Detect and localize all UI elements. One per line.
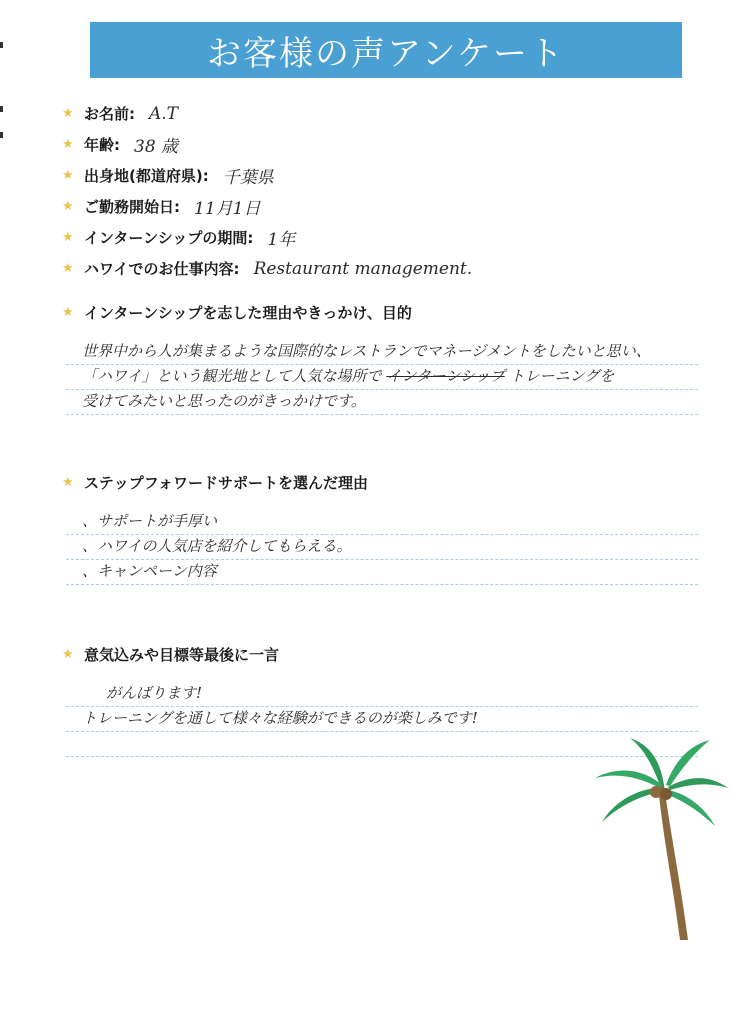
star-icon: ★ xyxy=(62,474,74,490)
palm-trunk xyxy=(658,785,688,940)
profile-label: ハワイでのお仕事内容: xyxy=(84,260,240,278)
profile-value: 38 歳 xyxy=(134,137,179,157)
star-icon: ★ xyxy=(62,646,74,662)
coconut xyxy=(650,786,662,798)
profile-value: 1年 xyxy=(267,230,296,250)
scan-edge-mark xyxy=(0,132,3,138)
palm-leaf xyxy=(668,778,728,790)
coconut xyxy=(660,788,672,800)
section-heading xyxy=(62,298,702,326)
palm-tree-illustration xyxy=(590,730,730,945)
star-icon: ★ xyxy=(62,230,74,245)
profile-label: 出身地(都道府県): xyxy=(84,167,209,185)
scan-edge-mark xyxy=(0,42,3,48)
section-heading xyxy=(62,640,702,668)
answer-line xyxy=(66,365,698,390)
star-icon: ★ xyxy=(62,304,74,320)
struck-text: インターンシップ xyxy=(386,367,505,385)
profile-value: 11月1日 xyxy=(194,199,261,219)
star-icon: ★ xyxy=(62,199,74,214)
profile-row-job xyxy=(62,253,682,284)
profile-label: ご勤務開始日: xyxy=(84,198,180,216)
star-icon: ★ xyxy=(62,168,74,183)
section-why-stepforward xyxy=(62,468,702,585)
profile-value: A.T xyxy=(149,103,179,124)
profile-row-age xyxy=(62,129,682,160)
answer-line: がんばります! xyxy=(66,682,698,707)
section-heading-text: インターンシップを志した理由やきっかけ、目的 xyxy=(84,303,412,322)
profile-row-name xyxy=(62,98,682,129)
section-heading-text: 意気込みや目標等最後に一言 xyxy=(84,645,280,664)
section-heading-text: ステップフォワードサポートを選んだ理由 xyxy=(84,473,368,492)
profile-row-start-date xyxy=(62,191,682,222)
answer-lines xyxy=(66,340,698,415)
answer-text: 「ハワイ」という観光地として人気な場所で xyxy=(82,367,382,385)
palm-leaf xyxy=(666,790,715,826)
profile-label: お名前: xyxy=(84,105,135,123)
answer-line: 、ハワイの人気店を紹介してもらえる。 xyxy=(66,535,698,560)
star-icon: ★ xyxy=(62,106,74,121)
answer-line: トレーニングを通して様々な経験ができるのが楽しみです! xyxy=(66,707,698,732)
profile-list xyxy=(62,98,682,284)
profile-value: Restaurant management. xyxy=(253,258,473,279)
profile-label: 年齢: xyxy=(84,136,120,154)
scan-edge-mark xyxy=(0,106,3,112)
profile-label: インターンシップの期間: xyxy=(84,229,254,247)
answer-line: 、サポートが手厚い xyxy=(66,510,698,535)
star-icon: ★ xyxy=(62,261,74,276)
page-title: お客様の声アンケート xyxy=(90,22,682,78)
palm-leaf xyxy=(595,771,662,788)
star-icon: ★ xyxy=(62,137,74,152)
answer-line: 受けてみたいと思ったのがきっかけです。 xyxy=(66,390,698,415)
profile-value: 千葉県 xyxy=(222,168,274,188)
answer-line: 世界中から人が集まるような国際的なレストランでマネージメントをしたいと思い、 xyxy=(66,340,698,365)
profile-row-hometown xyxy=(62,160,682,191)
section-heading xyxy=(62,468,702,496)
profile-row-internship-period xyxy=(62,222,682,253)
section-reason xyxy=(62,298,702,415)
answer-line: 、キャンペーン内容 xyxy=(66,560,698,585)
answer-lines xyxy=(66,510,698,585)
answer-text: トレーニングを xyxy=(509,367,615,385)
